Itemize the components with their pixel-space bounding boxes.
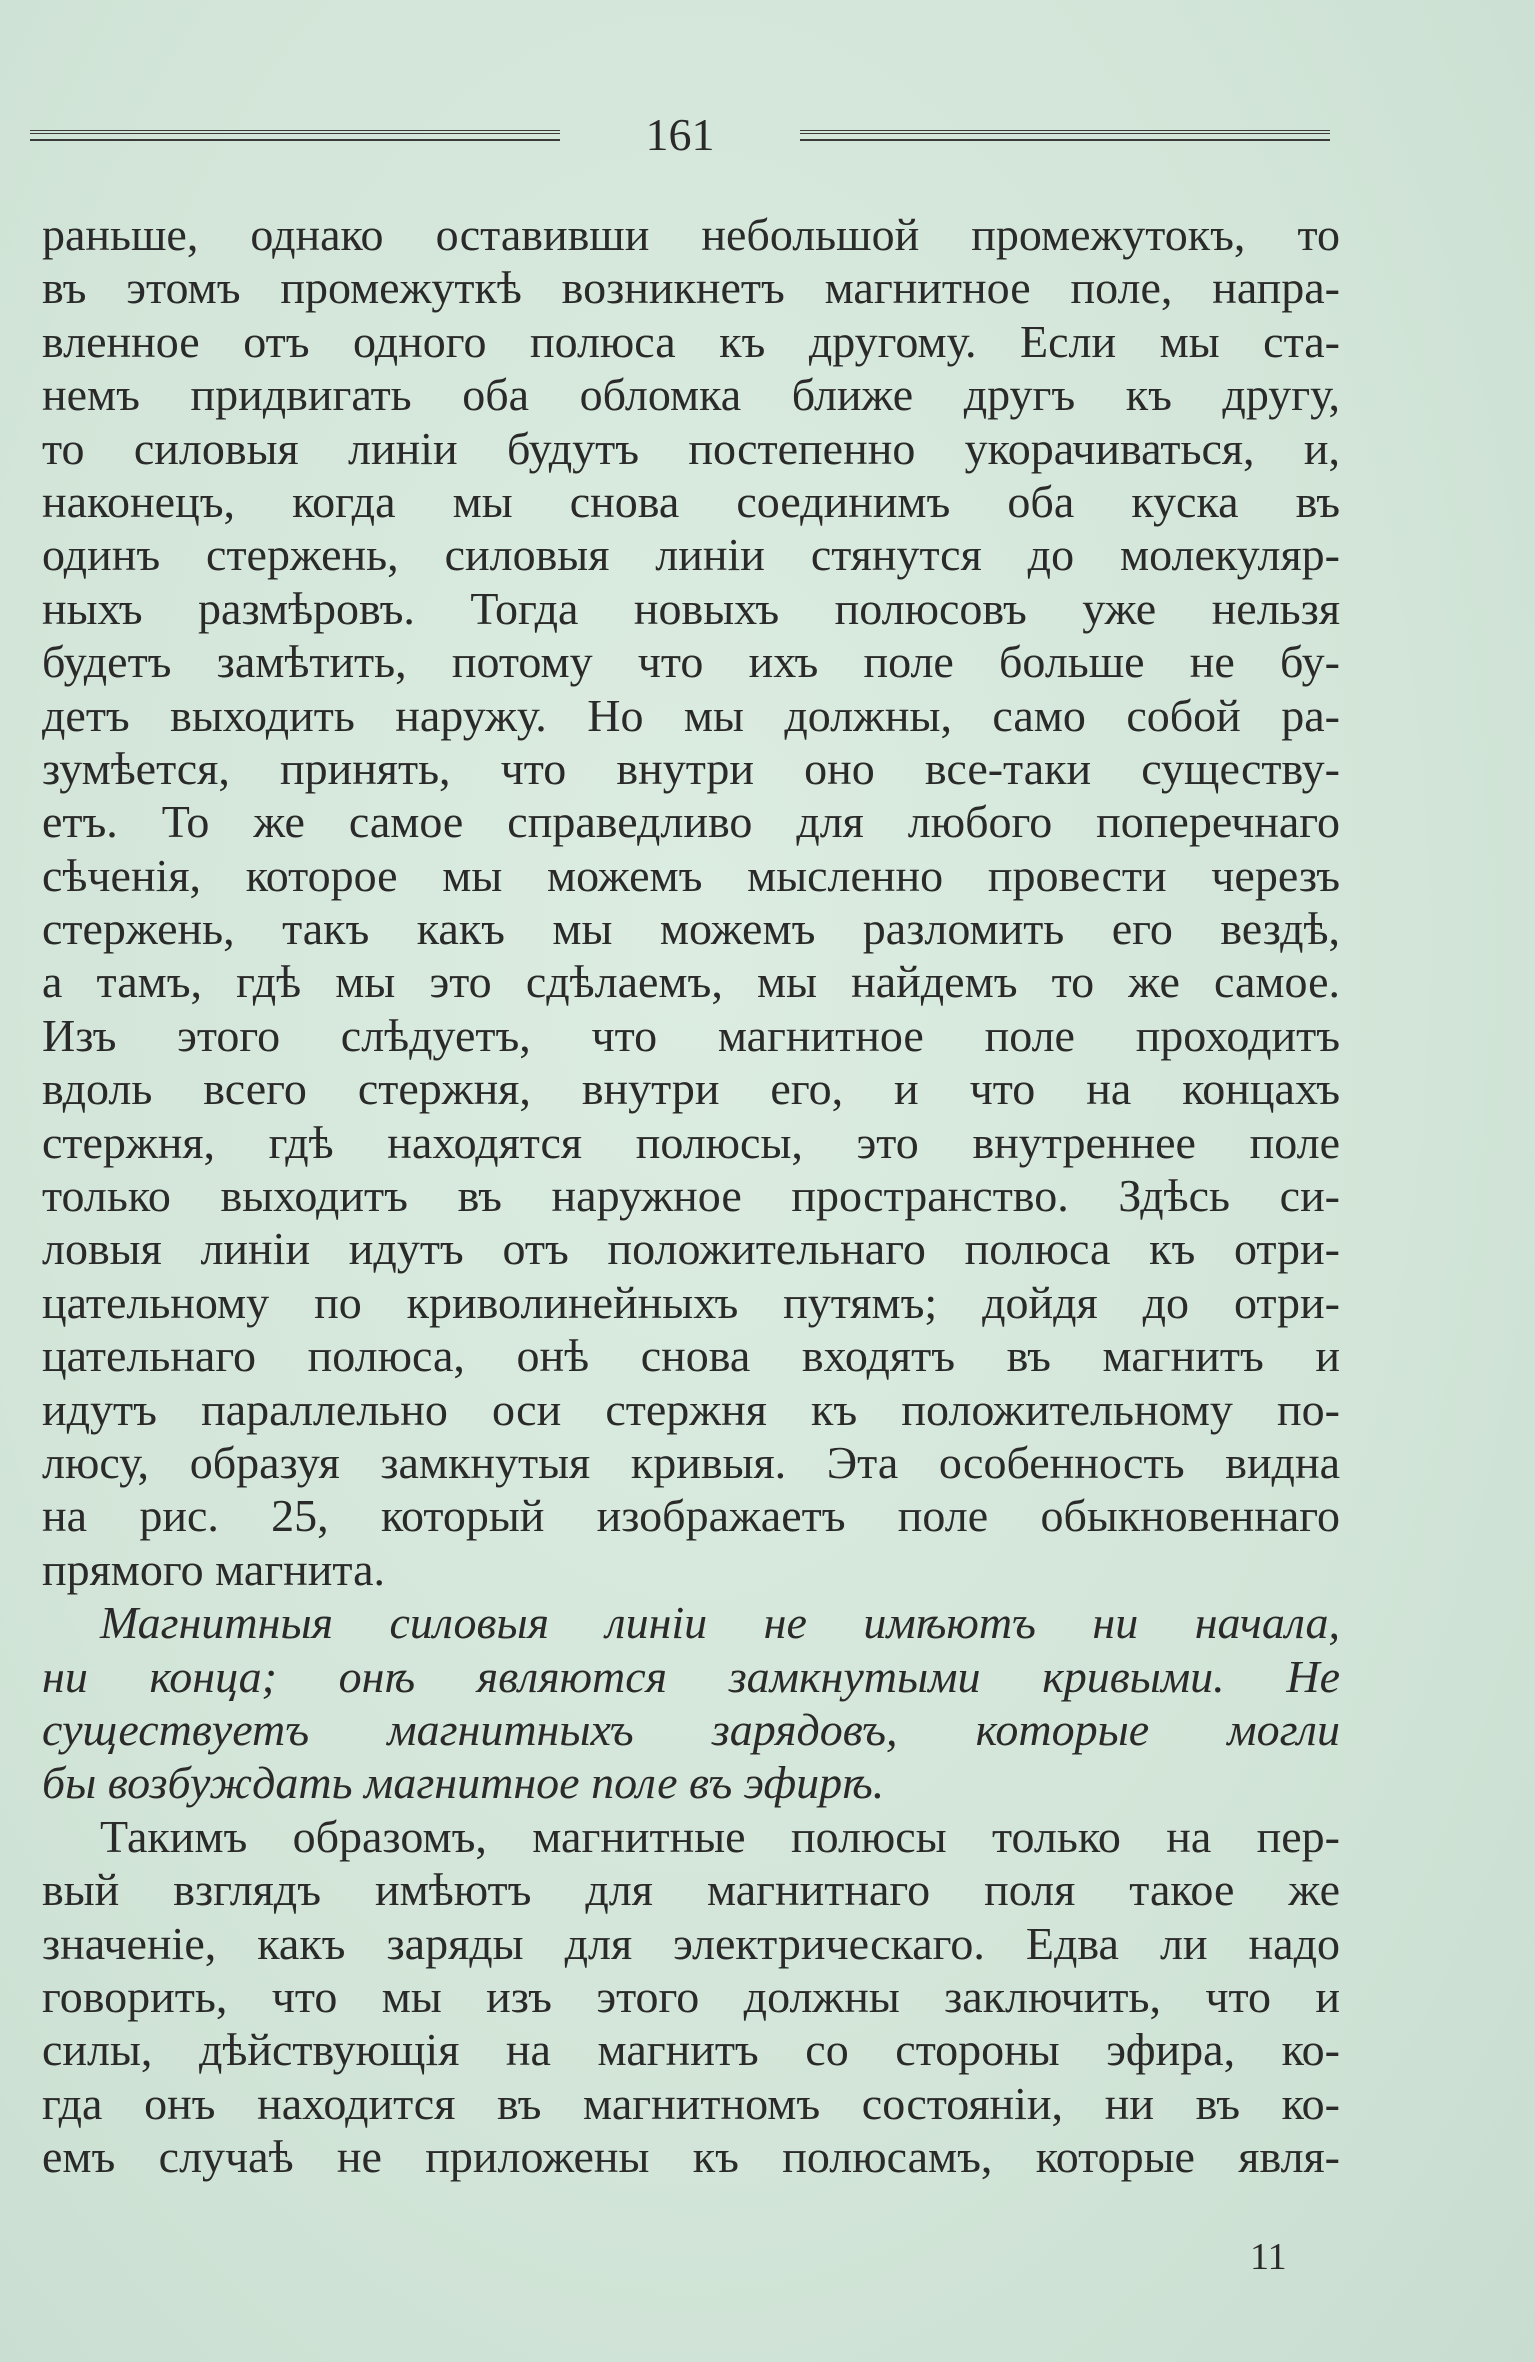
text-line: а тамъ, гдѣ мы это сдѣлаемъ, мы найдемъ то же самое. — [42, 956, 1340, 1008]
text-line: стержень, такъ какъ мы можемъ разломить его вездѣ, — [42, 903, 1340, 955]
text-line: прямого магнита. — [42, 1543, 386, 1595]
header-rule-right — [800, 130, 1330, 141]
text-line: вдоль всего стержня, внутри его, и что на концахъ — [42, 1063, 1340, 1115]
text-line: Изъ этого слѣдуетъ, что магнитное поле проходитъ — [42, 1009, 1340, 1061]
text-line: существуетъ магнитныхъ зарядовъ, которые могли — [42, 1703, 1340, 1755]
text-line: въ этомъ промежуткѣ возникнетъ магнитное поле, напра- — [42, 262, 1340, 314]
text-line: стержня, гдѣ находятся полюсы, это внутреннее поле — [42, 1116, 1340, 1168]
page-header — [30, 110, 1330, 160]
paragraph-2-italic — [42, 1596, 1340, 1810]
text-line: цательному по криволинейныхъ путямъ; дойдя до отри- — [42, 1276, 1340, 1328]
paragraph-1 — [42, 208, 1340, 1596]
text-line: говорить, что мы изъ этого должны заключить, что и — [42, 1970, 1340, 2022]
text-line: гда онъ находится въ магнитномъ состояніи, ни въ ко- — [42, 2077, 1340, 2129]
text-line: на рис. 25, который изображаетъ поле обыкновеннаго — [42, 1490, 1340, 1542]
text-line: вленное отъ одного полюса къ другому. Если мы ста- — [42, 315, 1340, 367]
text-line: емъ случаѣ не приложены къ полюсамъ, которые явля- — [42, 2131, 1340, 2183]
text-line: ни конца; онѣ являются замкнутыми кривыми. Не — [42, 1650, 1340, 1702]
text-line: немъ придвигать оба обломка ближе другъ къ другу, — [42, 369, 1340, 421]
text-line: люсу, образуя замкнутыя кривыя. Эта особенность видна — [42, 1436, 1340, 1488]
text-line: Магнитныя силовыя линіи не имѣютъ ни начала, — [100, 1597, 1340, 1649]
text-line: раньше, однако оставивши небольшой промежутокъ, то — [42, 209, 1340, 260]
text-line: одинъ стержень, силовыя линіи стянутся до молекуляр- — [42, 529, 1340, 581]
text-line: ныхъ размѣровъ. Тогда новыхъ полюсовъ уже нельзя — [42, 582, 1340, 634]
text-line: значеніе, какъ заряды для электрическаго. Едва ли надо — [42, 1917, 1340, 1969]
text-line: идутъ параллельно оси стержня къ положительному по- — [42, 1383, 1340, 1435]
text-line: етъ. То же самое справедливо для любого поперечнаго — [42, 796, 1340, 848]
text-line: то силовыя линіи будутъ постепенно укорачиваться, и, — [42, 422, 1340, 474]
text-line: будетъ замѣтить, потому что ихъ поле больше не бу- — [42, 636, 1340, 688]
text-line: Такимъ образомъ, магнитные полюсы только на пер- — [100, 1810, 1340, 1862]
text-line: сѣченія, которое мы можемъ мысленно провести черезъ — [42, 849, 1340, 901]
text-line: силы, дѣйствующія на магнитъ со стороны эфира, ко- — [42, 2024, 1340, 2076]
text-line: цательнаго полюса, онѣ снова входятъ въ магнитъ и — [42, 1330, 1340, 1382]
text-line: зумѣется, принять, что внутри оно все-таки существу- — [42, 742, 1340, 794]
body-text — [42, 208, 1340, 2183]
text-line: только выходитъ въ наружное пространство. Здѣсь си- — [42, 1170, 1340, 1222]
header-rule-left — [30, 130, 560, 141]
page-number: 161 — [645, 109, 715, 160]
paragraph-3 — [42, 1810, 1340, 2184]
signature-mark: 11 — [1250, 2236, 1287, 2278]
text-line: ловыя линіи идутъ отъ положительнаго полюса къ отри- — [42, 1223, 1340, 1275]
text-line: бы возбуждать магнитное поле въ эфирѣ. — [42, 1757, 885, 1809]
text-line: вый взглядъ имѣютъ для магнитнаго поля такое же — [42, 1864, 1340, 1916]
text-line: детъ выходить наружу. Но мы должны, само собой ра- — [42, 689, 1340, 741]
text-line: наконецъ, когда мы снова соединимъ оба куска въ — [42, 475, 1340, 527]
